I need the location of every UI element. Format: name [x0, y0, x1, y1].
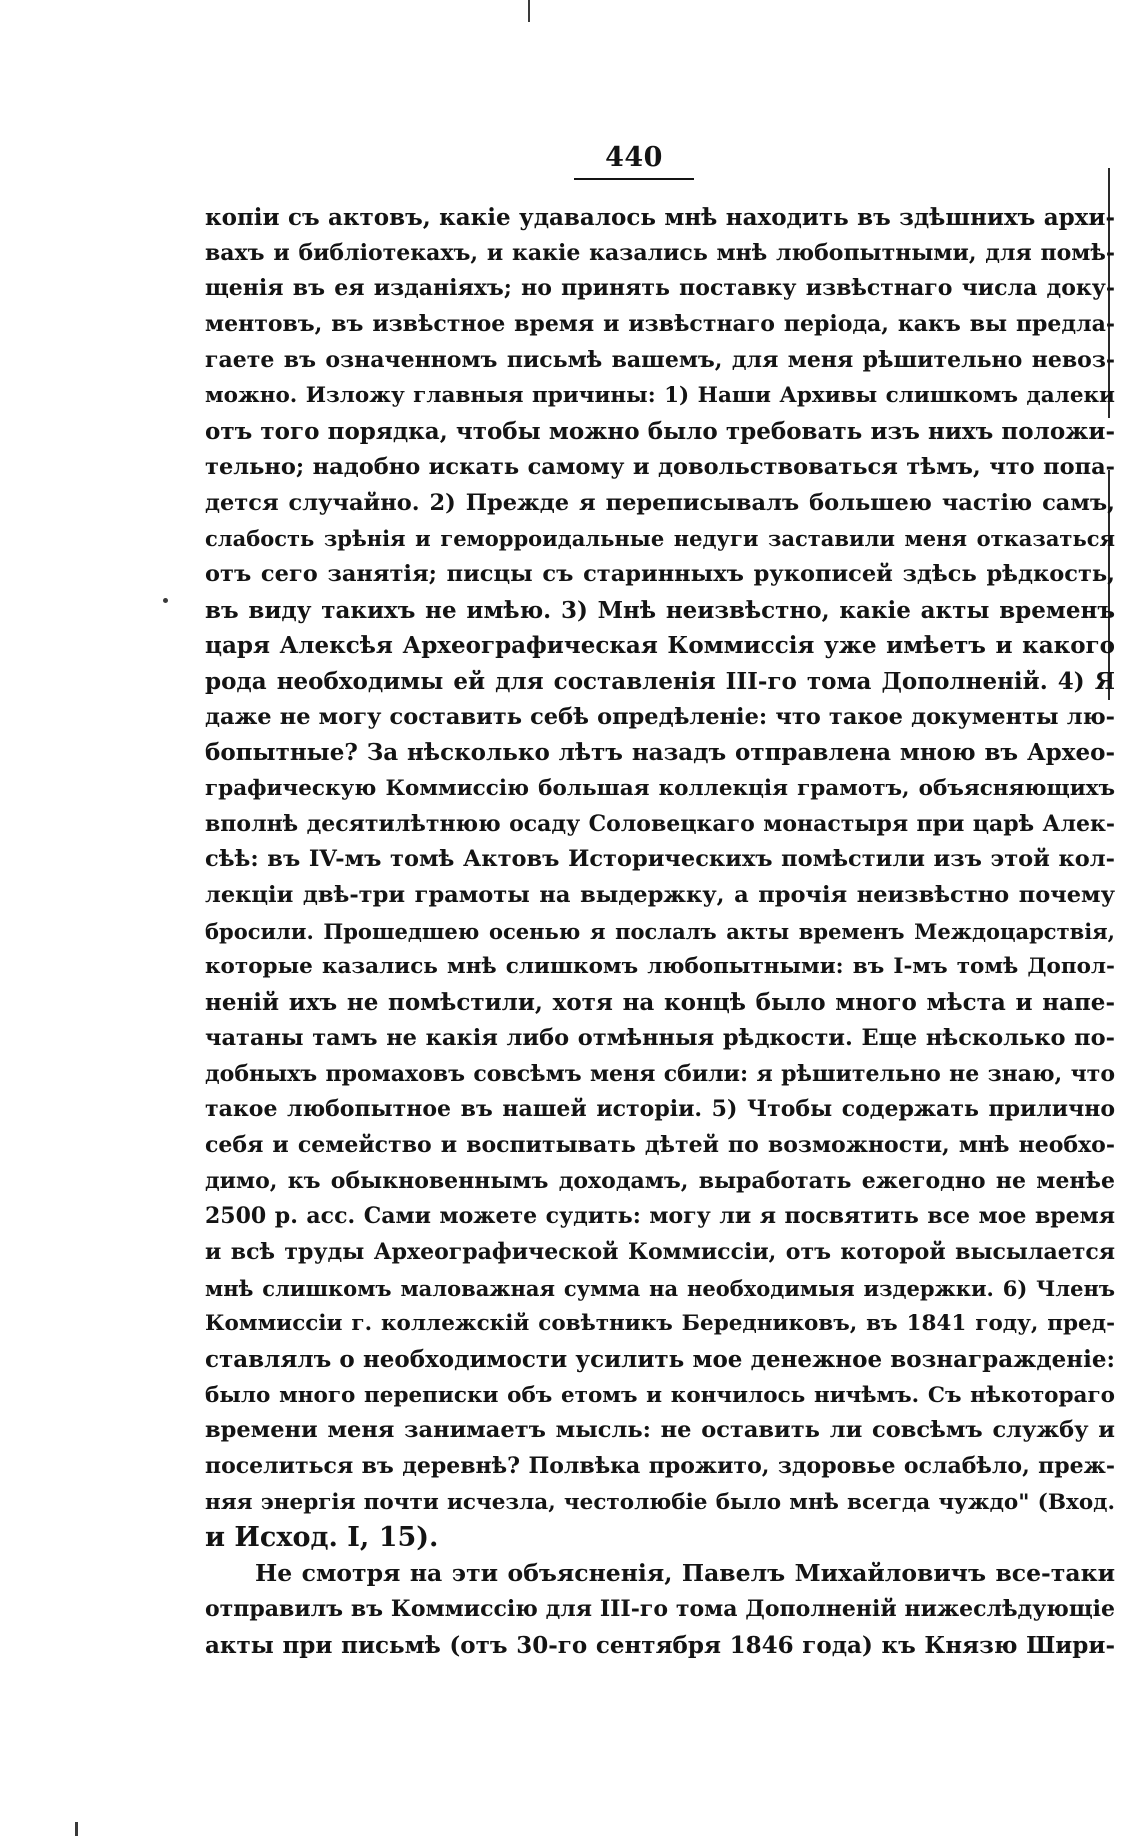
text-line: отправилъ въ Коммиссію для III-го тома Дополненій нижеслѣдующіе — [205, 1595, 1115, 1622]
text-line: графическую Коммиссію большая коллекція грамотъ, объясняющихъ — [205, 776, 1115, 801]
text-line: времени меня занимаетъ мысль: не оставить ли совсѣмъ службу и — [205, 1417, 1115, 1444]
text-line: было много переписки объ етомъ и кончилось ничѣмъ. Съ нѣкотораго — [205, 1382, 1115, 1408]
text-line: копіи съ актовъ, какіе удавалось мнѣ находить въ здѣшнихъ архи- — [205, 204, 1115, 231]
scan-mark-bottom — [75, 1822, 78, 1836]
text-line: вахъ и библіотекахъ, и какіе казались мнѣ любопытными, для помѣ- — [205, 239, 1115, 266]
text-line: Коммиссіи г. коллежскій совѣтникъ Бередниковъ, въ 1841 году, пред- — [205, 1311, 1115, 1337]
text-line: и Исход. I, 15). — [205, 1522, 439, 1554]
text-line: 2500 р. асс. Сами можете судить: могу ли я посвятить все мое время — [205, 1203, 1115, 1230]
scan-speck — [163, 598, 168, 603]
page-number: 440 — [605, 142, 663, 173]
text-line: няя энергія почти исчезла, честолюбіе было мнѣ всегда чуждо" (Вход. — [205, 1489, 1115, 1515]
text-line: поселиться въ деревнѣ? Полвѣка прожито, здоровье ослабѣло, преж- — [205, 1453, 1115, 1480]
text-line: ставлялъ о необходимости усилить мое денежное вознагражденіе: — [205, 1346, 1115, 1373]
text-line: которые казались мнѣ слишкомъ любопытными: въ I-мъ томѣ Допол- — [205, 954, 1115, 980]
text-line: щенія въ ея изданіяхъ; но принять поставку извѣстнаго числа доку- — [205, 275, 1115, 302]
text-line: въ виду такихъ не имѣю. 3) Мнѣ неизвѣстно, какіе акты временъ — [205, 596, 1115, 624]
text-line: ментовъ, въ извѣстное время и извѣстнаго періода, какъ вы предла- — [205, 311, 1115, 338]
scan-mark-top — [528, 0, 530, 22]
text-line: такое любопытное въ нашей исторіи. 5) Чтобы содержать прилично — [205, 1096, 1115, 1123]
text-line: мнѣ слишкомъ маловажная сумма на необходимыя издержки. 6) Членъ — [205, 1275, 1115, 1301]
text-line: сѣѣ: въ IV-мъ томѣ Актовъ Историческихъ помѣстили изъ этой кол- — [205, 846, 1115, 873]
text-line: тельно; надобно искать самому и довольствоваться тѣмъ, что попа- — [205, 453, 1115, 480]
text-line: добныхъ промаховъ совсѣмъ меня сбили: я рѣшительно не знаю, что — [205, 1060, 1115, 1087]
text-line: царя Алексѣя Археографическая Коммиссія уже имѣетъ и какого — [205, 632, 1115, 660]
text-line: рода необходимы ей для составленія III-го тома Дополненій. 4) Я — [205, 667, 1115, 695]
text-line: лекціи двѣ-три грамоты на выдержку, а прочія неизвѣстно почему — [205, 882, 1115, 909]
text-line: неній ихъ не помѣстили, хотя на концѣ было много мѣста и напе- — [205, 989, 1115, 1017]
text-line: бопытные? За нѣсколько лѣтъ назадъ отправлена мною въ Архео- — [205, 739, 1115, 767]
text-line: даже не могу составить себѣ опредѣленіе: что такое документы лю- — [205, 703, 1115, 730]
text-line: можно. Изложу главныя причины: 1) Наши Архивы слишкомъ далеки — [205, 383, 1115, 409]
text-line: и всѣ труды Археографической Коммиссіи, отъ которой высылается — [205, 1238, 1115, 1265]
text-line: чатаны тамъ не какія либо отмѣнныя рѣдкости. Еще нѣсколько по- — [205, 1024, 1115, 1051]
text-line: себя и семейство и воспитывать дѣтей по возможности, мнѣ необхо- — [205, 1131, 1115, 1158]
text-line: Не смотря на эти объясненія, Павелъ Михайловичъ все-таки — [255, 1559, 1115, 1588]
text-line: гаете въ означенномъ письмѣ вашемъ, для меня рѣшительно невоз- — [205, 346, 1115, 373]
text-line: вполнѣ десятилѣтнюю осаду Соловецкаго монастыря при царѣ Алек- — [205, 810, 1115, 837]
text-line: акты при письмѣ (отъ 30-го сентября 1846 года) къ Князю Шири- — [205, 1631, 1115, 1659]
text-line: дется случайно. 2) Прежде я переписывалъ большею частію самъ, — [205, 489, 1115, 516]
text-line: отъ сего занятія; писцы съ старинныхъ рукописей здѣсь рѣдкость, — [205, 560, 1115, 587]
text-line: отъ того порядка, чтобы можно было требовать изъ нихъ положи- — [205, 418, 1115, 446]
text-line: бросили. Прошедшею осенью я послалъ акты временъ Междоцарствія, — [205, 918, 1115, 944]
text-line: слабость зрѣнія и геморроидальные недуги заставили меня отказаться — [205, 526, 1115, 552]
page-number-underline — [574, 178, 694, 180]
body-text — [205, 200, 1115, 1663]
text-line: димо, къ обыкновеннымъ доходамъ, выработать ежегодно не менѣе — [205, 1167, 1115, 1194]
